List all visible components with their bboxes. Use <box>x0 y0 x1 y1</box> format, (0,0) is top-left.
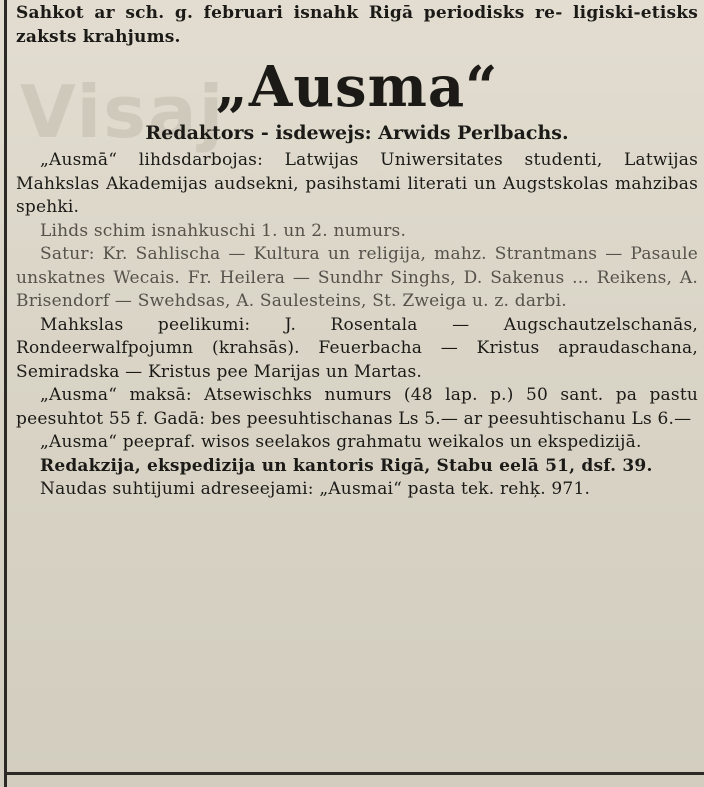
bottom-rule <box>4 772 704 775</box>
column-rule <box>4 0 7 787</box>
publication-title: „Ausma“ <box>215 54 499 120</box>
payment-paragraph: Naudas suhtijumi adreseejami: „Ausmai“ pasta tek. rehķ. 971. <box>40 479 591 499</box>
announcement-body <box>16 2 698 502</box>
price-paragraph: „Ausma“ maksā: Atsewischks numurs (48 lap. p.) 50 sant. pa pastu peesuhtot 55 f. Gadā: bes peesuhtischanas Ls 5.— ar peesuhtischanu Ls 6.— <box>16 385 698 429</box>
background-bleed-through: Visaj <box>20 70 226 154</box>
intro-text: Sahkot ar sch. g. februari isnahk Rigā periodisks re- ligiski-etisks zaksts krahjums. <box>16 3 698 47</box>
address-paragraph: Redakzija, ekspedizija un kantoris Rigā, Stabu eelā 51, dsf. 39. <box>40 455 653 476</box>
availability-paragraph: „Ausma“ peepraf. wisos seelakos grahmatu weikalos un ekspedizijā. <box>40 432 642 452</box>
editor-line: Redaktors - isdewejs: Arwids Perlbachs. <box>145 122 569 144</box>
issues-paragraph: Lihds schim isnahkuschi 1. un 2. numurs. <box>40 220 407 241</box>
contents-paragraph: Satur: Kr. Sahlischa — Kultura un religija, mahz. Strantmans — Pasaule unskatnes Wecais. Fr. Heilera — Sundhr Singhs, D. Sakenus ... Reikens, A. Brisendorf — Swehdsas, A. Saulesteins, St. Zweiga u. z. darbi. <box>16 244 698 311</box>
contributors-paragraph: „Ausmā“ lihdsdarbojas: Latwijas Uniwersitates studenti, Latwijas Mahkslas Akademijas audsekni, pasihstami literati un Augstskolas mahzibas spehki. <box>16 150 698 217</box>
art-supplements-paragraph: Mahkslas peelikumi: J. Rosentala — Augschautzelschanās, Rondeerwalfpojumn (krahsās). Feuerbacha — Kristus apraudaschana, Semiradska — Kristus pee Marijas un Martas. <box>16 314 698 382</box>
